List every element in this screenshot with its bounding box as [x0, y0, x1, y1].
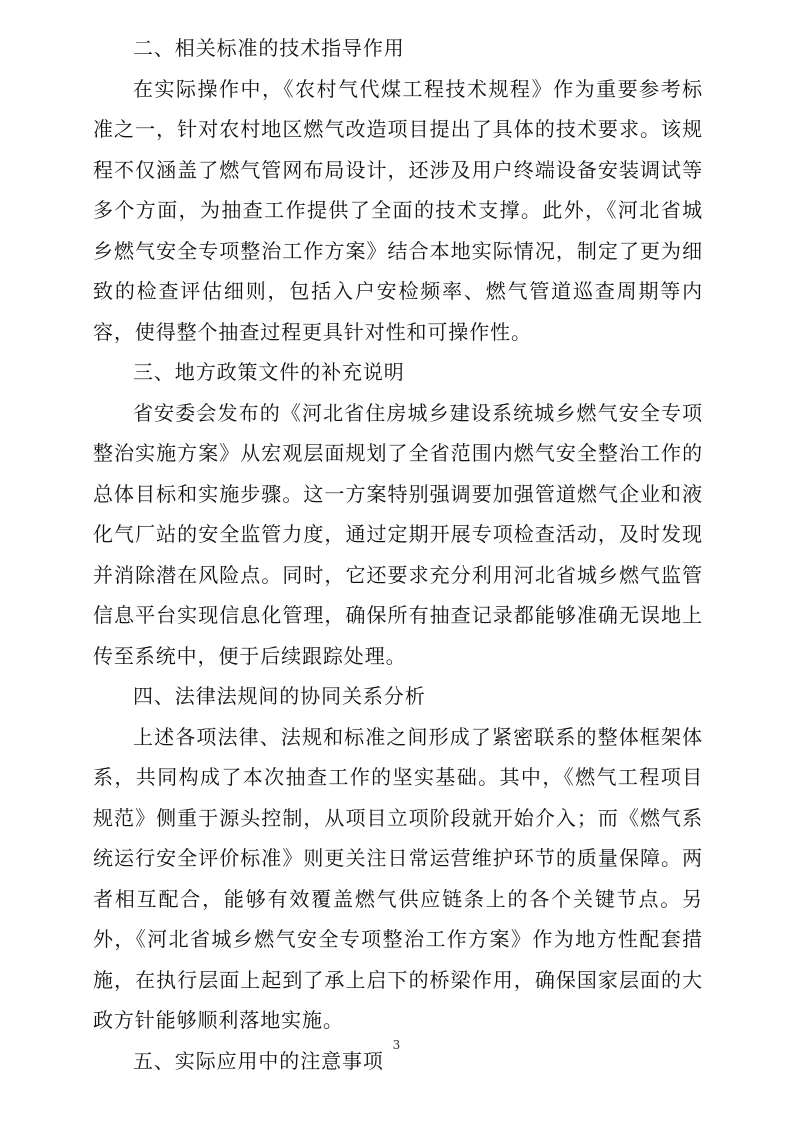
section-heading-5: 五、实际应用中的注意事项: [133, 1048, 384, 1073]
document-body: [93, 28, 703, 1081]
section-paragraph-2: 在实际操作中，《农村气代煤工程技术规程》作为重要参考标准之一，针对农村地区燃气改造项目提出了具体的技术要求。该规程不仅涵盖了燃气管网布局设计，还涉及用户终端设备安装调试等多个方面，为抽查工作提供了全面的技术支撑。此外，《河北省城乡燃气安全专项整治工作方案》结合本地实际情况，制定了更为细致的检查评估细则，包括入户安检频率、燃气管道巡查周期等内容，使得整个抽查过程更具针对性和可操作性。: [93, 76, 703, 344]
page-number: 3: [392, 1038, 401, 1052]
section-paragraph-4: 上述各项法律、法规和标准之间形成了紧密联系的整体框架体系，共同构成了本次抽查工作的坚实基础。其中，《燃气工程项目规范》侧重于源头控制，从项目立项阶段就开始介入；而《燃气系统运行安全评价标准》则更关注日常运营维护环节的质量保障。两者相互配合，能够有效覆盖燃气供应链条上的各个关键节点。另外，《河北省城乡燃气安全专项整治工作方案》作为地方性配套措施，在执行层面上起到了承上启下的桥梁作用，确保国家层面的大政方针能够顺利落地实施。: [93, 724, 703, 1032]
section-paragraph-3: 省安委会发布的《河北省住房城乡建设系统城乡燃气安全专项整治实施方案》从宏观层面规划了全省范围内燃气安全整治工作的总体目标和实施步骤。这一方案特别强调要加强管道燃气企业和液化气厂站的安全监管力度，通过定期开展专项检查活动，及时发现并消除潜在风险点。同时，它还要求充分利用河北省城乡燃气监管信息平台实现信息化管理，确保所有抽查记录都能够准确无误地上传至系统中，便于后续跟踪处理。: [93, 400, 703, 668]
section-heading-4: 四、法律法规间的协同关系分析: [133, 684, 426, 708]
section-heading-2: 二、相关标准的技术指导作用: [133, 36, 405, 60]
section-heading-3: 三、地方政策文件的补充说明: [133, 360, 405, 384]
